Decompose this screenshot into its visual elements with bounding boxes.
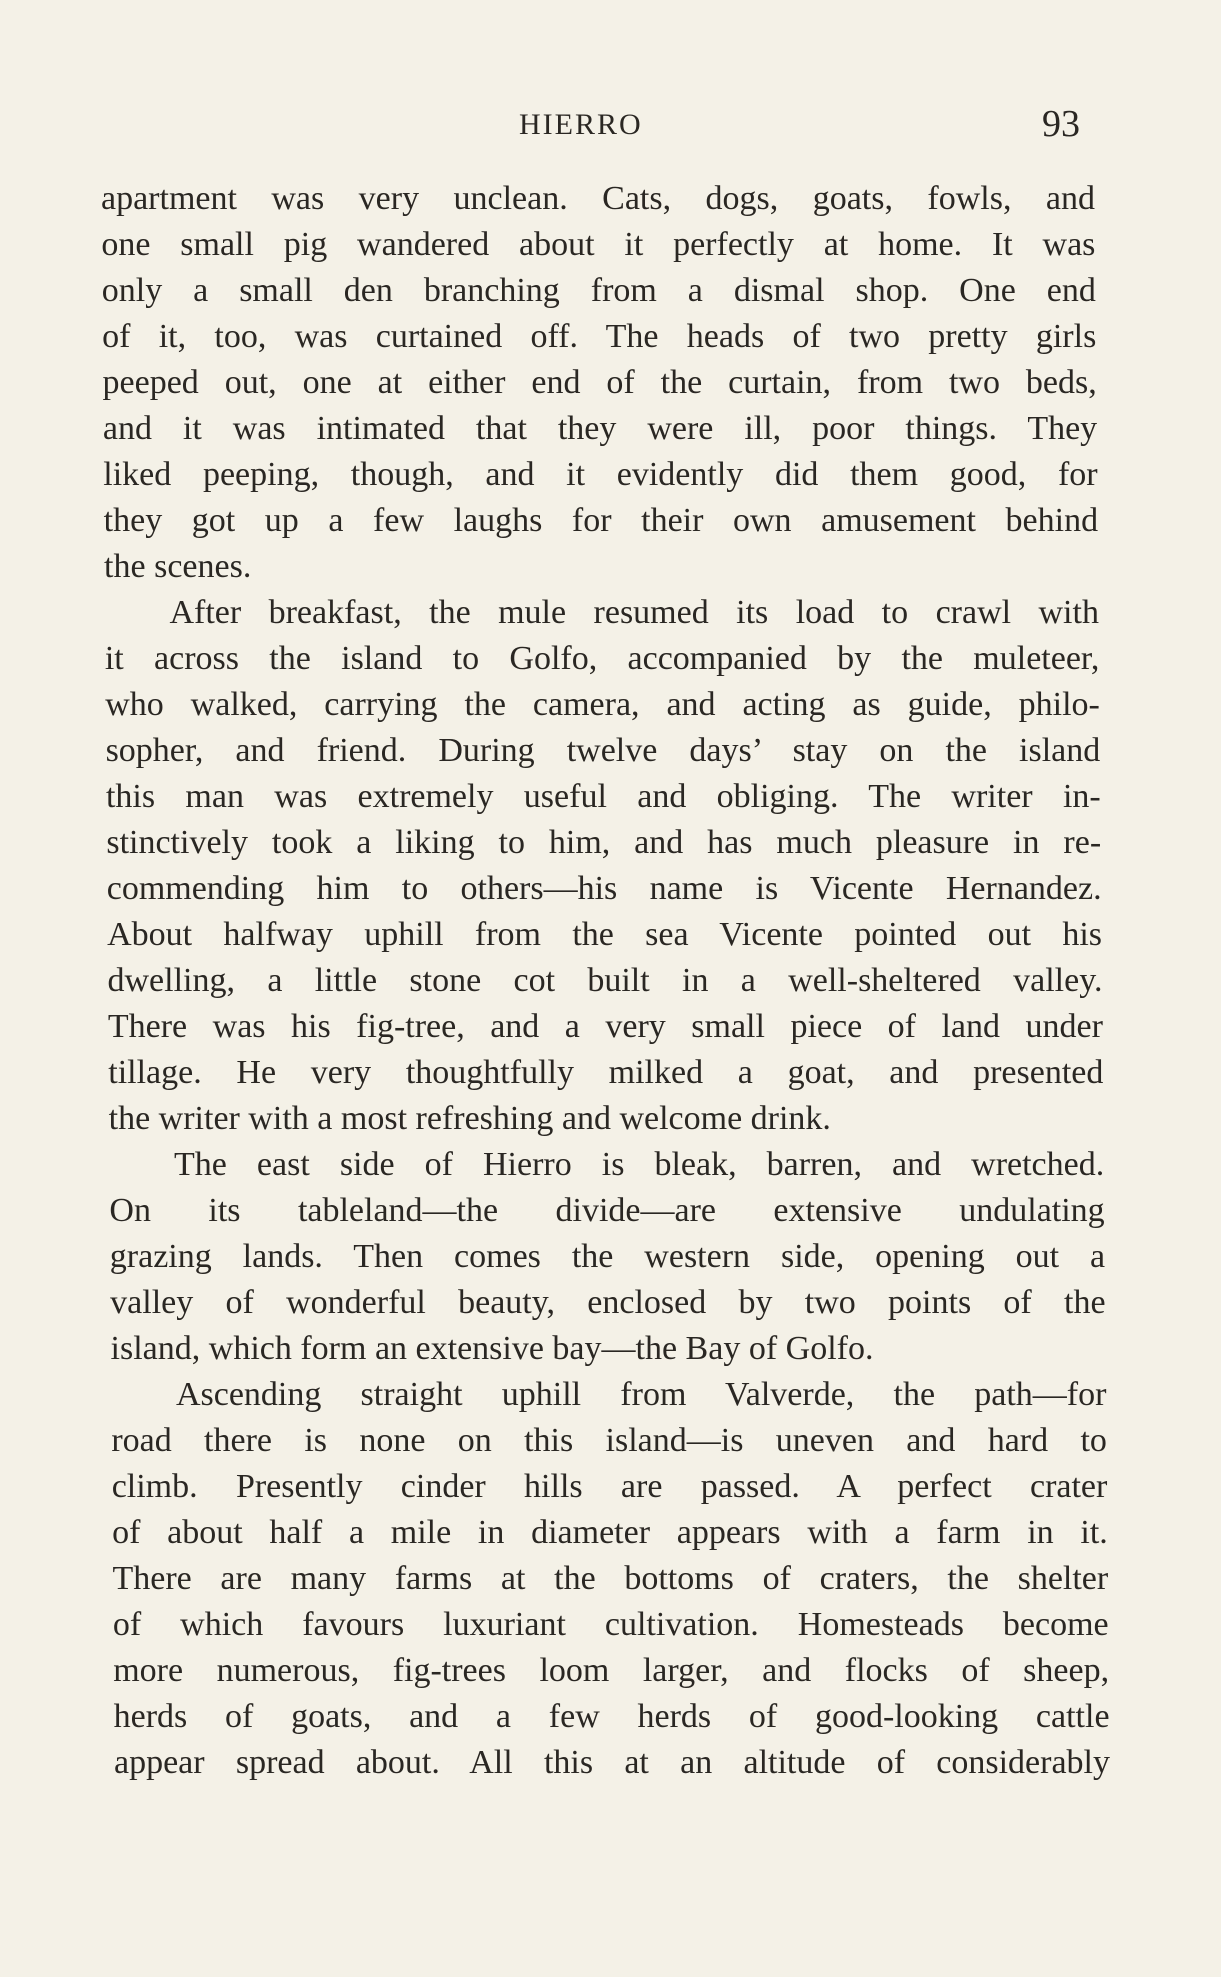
- text-line: The east side of Hierro is bleak, barren, and wretched.: [174, 1146, 1105, 1183]
- text-line: appear spread about. All this at an altitude of considerably: [114, 1744, 1110, 1781]
- text-line: There was his fig-tree, and a very small piece of land under: [107, 1008, 1103, 1045]
- text-line: and it was intimated that they were ill, poor things. They: [102, 410, 1098, 447]
- text-line: liked peeping, though, and it evidently did them good, for: [103, 456, 1098, 493]
- text-line: island, which form an extensive bay—the Bay of Golfo.: [110, 1330, 874, 1367]
- text-line: climb. Presently cinder hills are passed. A perfect crater: [111, 1468, 1108, 1505]
- text-line: On its tableland—the divide—are extensive undulating: [109, 1192, 1105, 1229]
- text-line: peeped out, one at either end of the curtain, from two beds,: [102, 364, 1097, 401]
- text-line: this man was extremely useful and obliging. The writer in-: [105, 778, 1101, 815]
- text-line: commending him to others—his name is Vicente Hernandez.: [106, 870, 1102, 907]
- text-line: they got up a few laughs for their own amusement behind: [103, 502, 1099, 539]
- text-line: the scenes.: [104, 548, 252, 585]
- text-line: After breakfast, the mule resumed its load to crawl with: [169, 594, 1099, 631]
- text-line: more numerous, fig-trees loom larger, and flocks of sheep,: [113, 1652, 1110, 1689]
- text-line: only a small den branching from a dismal shop. One end: [101, 272, 1096, 309]
- text-line: who walked, carrying the camera, and acting as guide, philo-: [105, 686, 1100, 723]
- text-line: Ascending straight uphill from Valverde, the path—for: [175, 1376, 1107, 1413]
- body-text: [0, 176, 1221, 1786]
- text-line: valley of wonderful beauty, enclosed by two points of the: [110, 1284, 1106, 1321]
- page-number: 93: [1042, 103, 1080, 145]
- text-line: of about half a mile in diameter appears with a farm in it.: [112, 1514, 1108, 1551]
- text-line: stinctively took a liking to him, and has much pleasure in re-: [106, 824, 1102, 861]
- text-line: herds of goats, and a few herds of good-looking cattle: [113, 1698, 1110, 1735]
- text-line: dwelling, a little stone cot built in a well-sheltered valley.: [107, 962, 1103, 999]
- text-line: of it, too, was curtained off. The heads of two pretty girls: [102, 318, 1097, 355]
- text-line: apartment was very unclean. Cats, dogs, goats, fowls, and: [101, 180, 1095, 217]
- text-line: of which favours luxuriant cultivation. Homesteads become: [112, 1606, 1109, 1643]
- text-line: the writer with a most refreshing and welcome drink.: [108, 1100, 831, 1137]
- text-line: grazing lands. Then comes the western side, opening out a: [109, 1238, 1106, 1275]
- text-line: About halfway uphill from the sea Vicente pointed out his: [107, 916, 1103, 953]
- text-line: one small pig wandered about it perfectly at home. It was: [101, 226, 1096, 263]
- text-line: tillage. He very thoughtfully milked a goat, and presented: [108, 1054, 1104, 1091]
- text-line: road there is none on this island—is uneven and hard to: [111, 1422, 1107, 1459]
- text-line: There are many farms at the bottoms of craters, the shelter: [112, 1560, 1109, 1597]
- text-line: it across the island to Golfo, accompanied by the muleteer,: [104, 640, 1100, 677]
- text-line: sopher, and friend. During twelve days’ stay on the island: [105, 732, 1101, 769]
- running-title: HIERRO: [519, 108, 643, 141]
- running-head: [0, 102, 1221, 152]
